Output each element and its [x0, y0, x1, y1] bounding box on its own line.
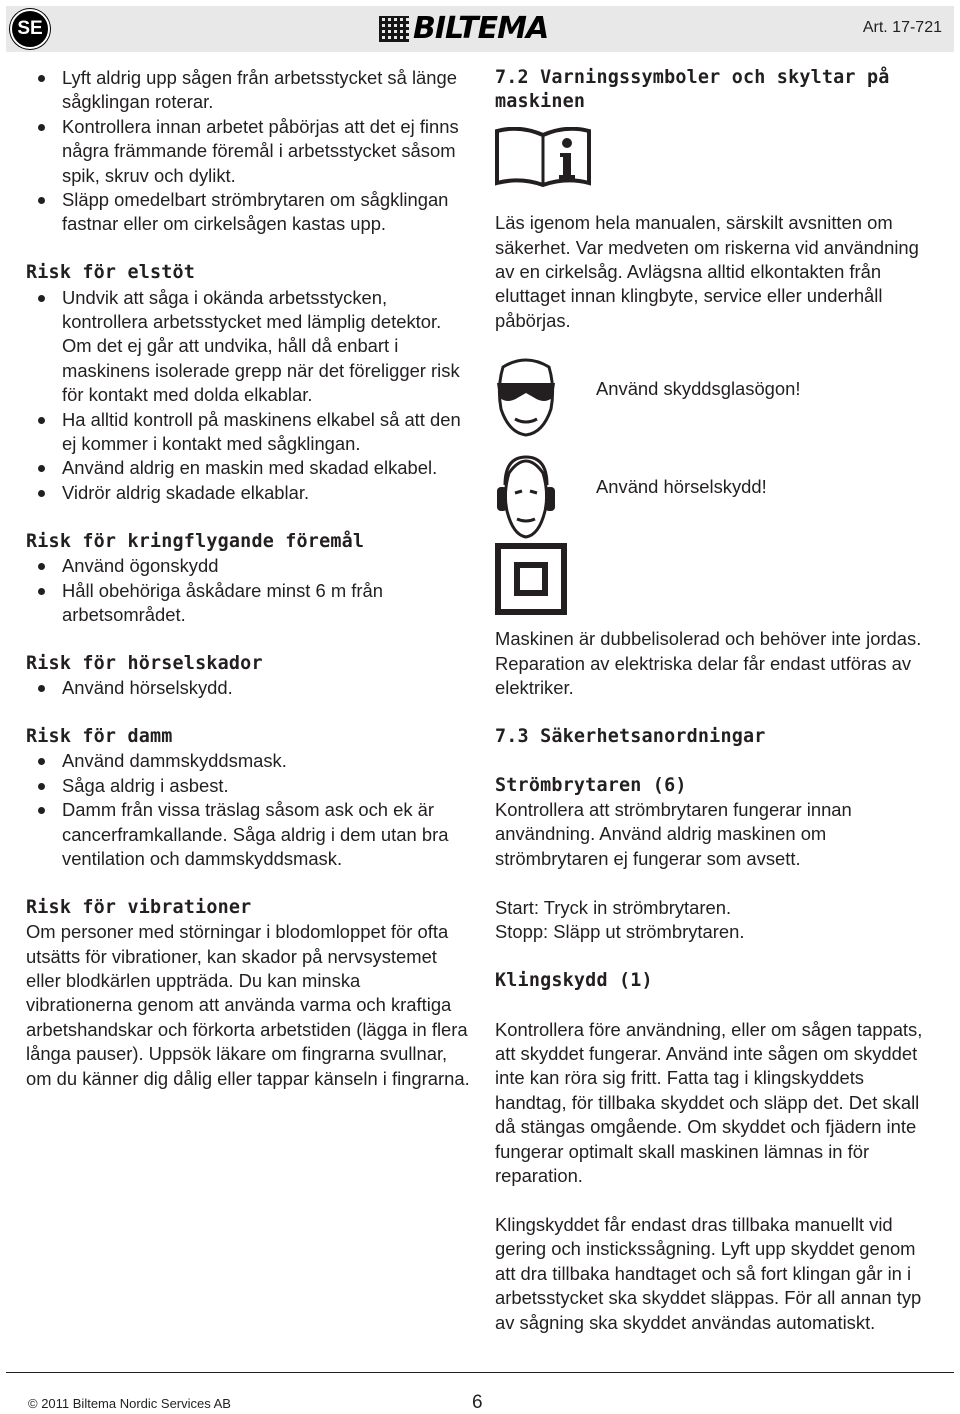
- section-heading-horsel: Risk för hörselskador: [26, 652, 263, 674]
- elstot-bullets: [26, 286, 471, 506]
- page-number: 6: [472, 1392, 483, 1413]
- section-heading-symbols: 7.2 Varningssymboler och skyltar på maskinen: [495, 67, 890, 113]
- left-column: [26, 66, 471, 1091]
- hearing-protection-row: [495, 453, 940, 543]
- safety-glasses-icon: [495, 357, 557, 437]
- subheading-switch: Strömbrytaren (6): [495, 774, 687, 796]
- vibrationer-text: Om personer med störningar i blodomloppet för ofta utsätts för vibrationer, kan skador på nervsystemet eller blodkärlen uppträda. Du kan minska vibrationerna genom att använda varma och kraftiga arbetshandskar och förkorta arbetstiden (lägga in flera långa pauser). Uppsök läkare om fingrarna svullnar, om du känner dig dålig eller tappar känseln i fingrarna.: [26, 921, 470, 1089]
- list-item: Använd hörselskydd.: [26, 676, 471, 700]
- read-manual-icon: [495, 127, 591, 187]
- horsel-bullets: [26, 676, 471, 700]
- brand-name: BILTEMA: [413, 11, 549, 46]
- list-item: Lyft aldrig upp sågen från arbetsstycket så länge sågklingan roterar.: [26, 66, 471, 115]
- right-column: [495, 66, 940, 1335]
- intro-bullets: [26, 66, 471, 237]
- list-item: Vidrör aldrig skadade elkablar.: [26, 481, 471, 505]
- hearing-protection-label: Använd hörselskydd!: [596, 476, 767, 498]
- checkered-flag-icon: [379, 16, 409, 42]
- switch-text: Kontrollera att strömbrytaren fungerar innan användning. Använd aldrig maskinen om strömbrytaren ej fungerar som avsett.: [495, 799, 852, 869]
- damm-bullets: [26, 749, 471, 871]
- manual-text: Läs igenom hela manualen, särskilt avsnitten om säkerhet. Var medveten om riskerna vid användning av en cirkelsåg. Avlägsna alltid elkontakten från eluttaget innan klingbyte, service eller underhåll påbörjas.: [495, 212, 919, 331]
- subheading-blade-guard: Klingskydd (1): [495, 969, 653, 991]
- page-header: [6, 6, 954, 52]
- double-insulation-text: Maskinen är dubbelisolerad och behöver inte jordas. Reparation av elektriska delar får endast utföras av elektriker.: [495, 628, 922, 699]
- list-item: Släpp omedelbart strömbrytaren om sågklingan fastnar eller om cirkelsågen kastas upp.: [26, 188, 471, 237]
- brand-logo: [379, 11, 549, 46]
- safety-glasses-row: [495, 357, 940, 447]
- copyright-notice: © 2011 Biltema Nordic Services AB: [28, 1396, 231, 1411]
- blade-guard-text-2: Klingskyddet får endast dras tillbaka manuellt vid gering och instickssågning. Lyft upp skyddet genom att dra tillbaka handtaget och så fort klingan går in i arbetsstycket ska skyddet släppas. För all annan typ av sågning ska skyddet användas automatiskt.: [495, 1213, 922, 1333]
- section-heading-elstot: Risk för elstöt: [26, 262, 196, 284]
- stop-text: Stopp: Släpp ut strömbrytaren.: [495, 921, 745, 943]
- start-text: Start: Tryck in strömbrytaren.: [495, 896, 732, 918]
- language-badge: SE: [10, 9, 50, 49]
- list-item: Använd dammskyddsmask.: [26, 749, 471, 773]
- list-item: Damm från vissa träslag såsom ask och ek är cancerframkallande. Såga aldrig i dem utan bra ventilation och dammskyddsmask.: [26, 798, 471, 871]
- list-item: Håll obehöriga åskådare minst 6 m från arbetsområdet.: [26, 579, 471, 628]
- section-heading-vibrationer: Risk för vibrationer: [26, 896, 252, 918]
- kringflygande-bullets: [26, 554, 471, 627]
- article-number: Art. 17-721: [862, 19, 942, 36]
- section-heading-safety: 7.3 Säkerhetsanordningar: [495, 725, 766, 747]
- section-heading-kringflygande: Risk för kringflygande föremål: [26, 530, 365, 552]
- footer-divider: [6, 1372, 954, 1373]
- list-item: Kontrollera innan arbetet påbörjas att det ej finns några främmande föremål i arbetsstycket såsom spik, skruv och dylikt.: [26, 115, 471, 188]
- list-item: Undvik att såga i okända arbetsstycken, kontrollera arbetsstycket med lämplig detektor. Om det ej går att undvika, håll då enbart i maskinens isolerade grepp när det föreligger risk för kontakt med dolda elkablar.: [26, 286, 471, 408]
- hearing-protection-icon: [495, 453, 557, 539]
- blade-guard-text-1: Kontrollera före användning, eller om sågen tappats, att skyddet fungerar. Använd inte sågen om skyddet inte kan röra sig fritt. Fatta tag i klingskyddets handtag, för tillbaka skyddet och släpp det. Det skall då stängas omgående. Om skyddet och fjädern inte fungerar optimalt skall maskinen lämnas in för reparation.: [495, 1018, 923, 1187]
- list-item: Använd ögonskydd: [26, 554, 471, 578]
- double-insulation-icon: [495, 543, 567, 615]
- safety-glasses-label: Använd skyddsglasögon!: [596, 378, 801, 400]
- list-item: Såga aldrig i asbest.: [26, 774, 471, 798]
- section-heading-damm: Risk för damm: [26, 725, 173, 747]
- list-item: Använd aldrig en maskin med skadad elkabel.: [26, 456, 471, 480]
- list-item: Ha alltid kontroll på maskinens elkabel så att den ej kommer i kontakt med sågklingan.: [26, 408, 471, 457]
